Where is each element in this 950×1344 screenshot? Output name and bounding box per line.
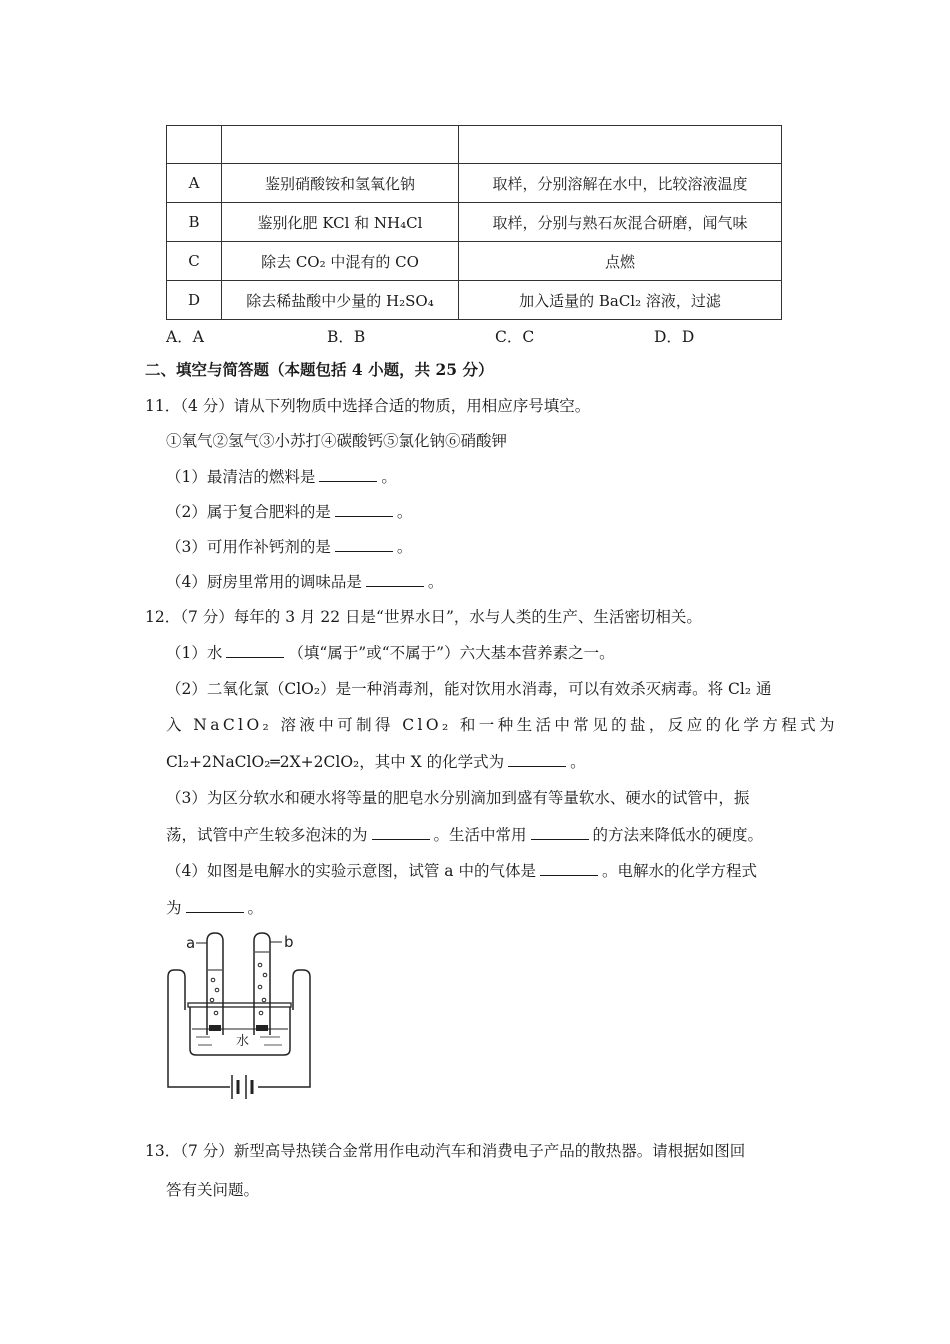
q11-part2-text: （2）属于复合肥料的是	[166, 503, 331, 521]
electrolysis-diagram	[160, 925, 330, 1115]
q12-part3-text2: 。生活中常用	[433, 826, 527, 844]
answer-blank[interactable]	[540, 861, 598, 876]
bubble	[263, 973, 267, 977]
answer-blank[interactable]	[531, 825, 589, 840]
table-header-cell	[459, 126, 782, 164]
q12-part3-text: 荡，试管中产生较多泡沫的为	[166, 826, 368, 844]
q12-part4-text: （4）如图是电解水的实验示意图，试管 a 中的气体是	[166, 862, 536, 880]
q12-stem: 12．（7 分）每年的 3 月 22 日是“世界水日”，水与人类的生产、生活密切相关。	[145, 608, 702, 626]
answer-blank[interactable]	[226, 643, 284, 658]
option-letter: D	[167, 281, 222, 320]
bubble	[262, 998, 266, 1002]
experiment-method: 加入适量的 BaCl₂ 溶液，过滤	[459, 281, 782, 320]
answer-blank[interactable]	[508, 752, 566, 767]
test-tube-a	[207, 933, 223, 1035]
table-row	[167, 281, 782, 320]
table-row	[167, 203, 782, 242]
q12-part4-text3: 为	[166, 899, 182, 917]
table-row	[167, 164, 782, 203]
trough-rim	[188, 1003, 291, 1007]
q11-part3-text: （3）可用作补钙剂的是	[166, 538, 331, 556]
q12-part3-line2	[166, 825, 763, 845]
q11-part4-text: （4）厨房里常用的调味品是	[166, 573, 362, 591]
q13-stem-line2: 答有关问题。	[166, 1181, 260, 1199]
period: 。	[381, 468, 397, 486]
test-tube-b	[254, 933, 270, 1035]
q12-part4-line1	[166, 861, 757, 881]
q12-part1-hint: （填“属于”或“不属于”）六大基本营养素之一。	[288, 644, 615, 662]
bubble	[214, 1011, 218, 1015]
wire-right	[293, 970, 310, 1087]
bubble	[258, 963, 262, 967]
q12-part1	[166, 643, 615, 663]
q12-part4-line2	[166, 898, 263, 918]
bubble	[210, 998, 214, 1002]
label-b: b	[284, 933, 294, 951]
q11-part2	[166, 502, 412, 522]
q13-stem: 13．（7 分）新型高导热镁合金常用作电动汽车和消费电子产品的散热器。请根据如图回	[145, 1142, 746, 1160]
q11-substances: ①氧气②氢气③小苏打④碳酸钙⑤氯化钠⑥硝酸钾	[166, 432, 508, 450]
experiment-purpose: 除去稀盐酸中少量的 H₂SO₄	[222, 281, 459, 320]
bubble	[259, 1011, 263, 1015]
choice-d[interactable]: D．D	[654, 328, 695, 346]
q11-part4	[166, 572, 443, 592]
option-letter: A	[167, 164, 222, 203]
bubble	[211, 978, 215, 982]
period: 。	[427, 573, 444, 591]
electrode-b	[256, 1025, 268, 1031]
q11-part1-text: （1）最清洁的燃料是	[166, 468, 316, 486]
table-row	[167, 242, 782, 281]
period: 。	[396, 503, 413, 521]
section-title: 二、填空与简答题（本题包括 4 小题，共 25 分）	[145, 360, 494, 379]
q12-part2-line2: 入 NaClO₂ 溶液中可制得 ClO₂ 和一种生活中常见的盐，反应的化学方程式为	[166, 716, 838, 734]
q11-stem: 11．（4 分）请从下列物质中选择合适的物质，用相应序号填空。	[145, 397, 591, 415]
answer-blank[interactable]	[335, 537, 393, 552]
experiment-purpose: 鉴别硝酸铵和氢氧化钠	[222, 164, 459, 203]
choice-b[interactable]: B．B	[327, 328, 366, 346]
option-letter: B	[167, 203, 222, 242]
water-label: 水	[236, 1034, 250, 1049]
experiment-method: 取样，分别与熟石灰混合研磨，闻气味	[459, 203, 782, 242]
option-letter: C	[167, 242, 222, 281]
q12-part4-text2: 。电解水的化学方程式	[601, 862, 757, 880]
answer-blank[interactable]	[186, 898, 244, 913]
period: 。	[396, 538, 413, 556]
answer-blank[interactable]	[366, 572, 424, 587]
experiment-method: 取样，分别溶解在水中，比较溶液温度	[459, 164, 782, 203]
experiment-method: 点燃	[459, 242, 782, 281]
chemical-equation: Cl₂+2NaClO₂═2X+2ClO₂，其中 X 的化学式为	[166, 753, 505, 771]
experiment-table	[166, 125, 782, 320]
answer-blank[interactable]	[335, 502, 393, 517]
answer-blank[interactable]	[372, 825, 430, 840]
period: 。	[247, 899, 264, 917]
experiment-purpose: 鉴别化肥 KCl 和 NH₄Cl	[222, 203, 459, 242]
table-header-cell	[167, 126, 222, 164]
answer-blank[interactable]	[319, 467, 377, 482]
bubble	[258, 985, 262, 989]
table-header-cell	[222, 126, 459, 164]
q12-part2-line3	[166, 752, 586, 772]
label-a: a	[186, 934, 196, 952]
bubble	[215, 988, 219, 992]
q12-part3-text3: 的方法来降低水的硬度。	[592, 826, 764, 844]
electrode-a	[209, 1025, 221, 1031]
choice-a[interactable]: A．A	[166, 328, 204, 346]
experiment-purpose: 除去 CO₂ 中混有的 CO	[222, 242, 459, 281]
period: 。	[570, 753, 586, 771]
q12-part2-line1: （2）二氧化氯（ClO₂）是一种消毒剂，能对饮用水消毒，可以有效杀灭病毒。将 Cl₂ 通	[166, 680, 772, 698]
q11-part1	[166, 467, 397, 487]
q12-part3-line1: （3）为区分软水和硬水将等量的肥皂水分别滴加到盛有等量软水、硬水的试管中，振	[166, 789, 750, 807]
q11-part3	[166, 537, 412, 557]
q12-part1-text: （1）水	[166, 644, 223, 662]
table-header-row	[167, 126, 782, 164]
choice-c[interactable]: C．C	[495, 328, 535, 346]
